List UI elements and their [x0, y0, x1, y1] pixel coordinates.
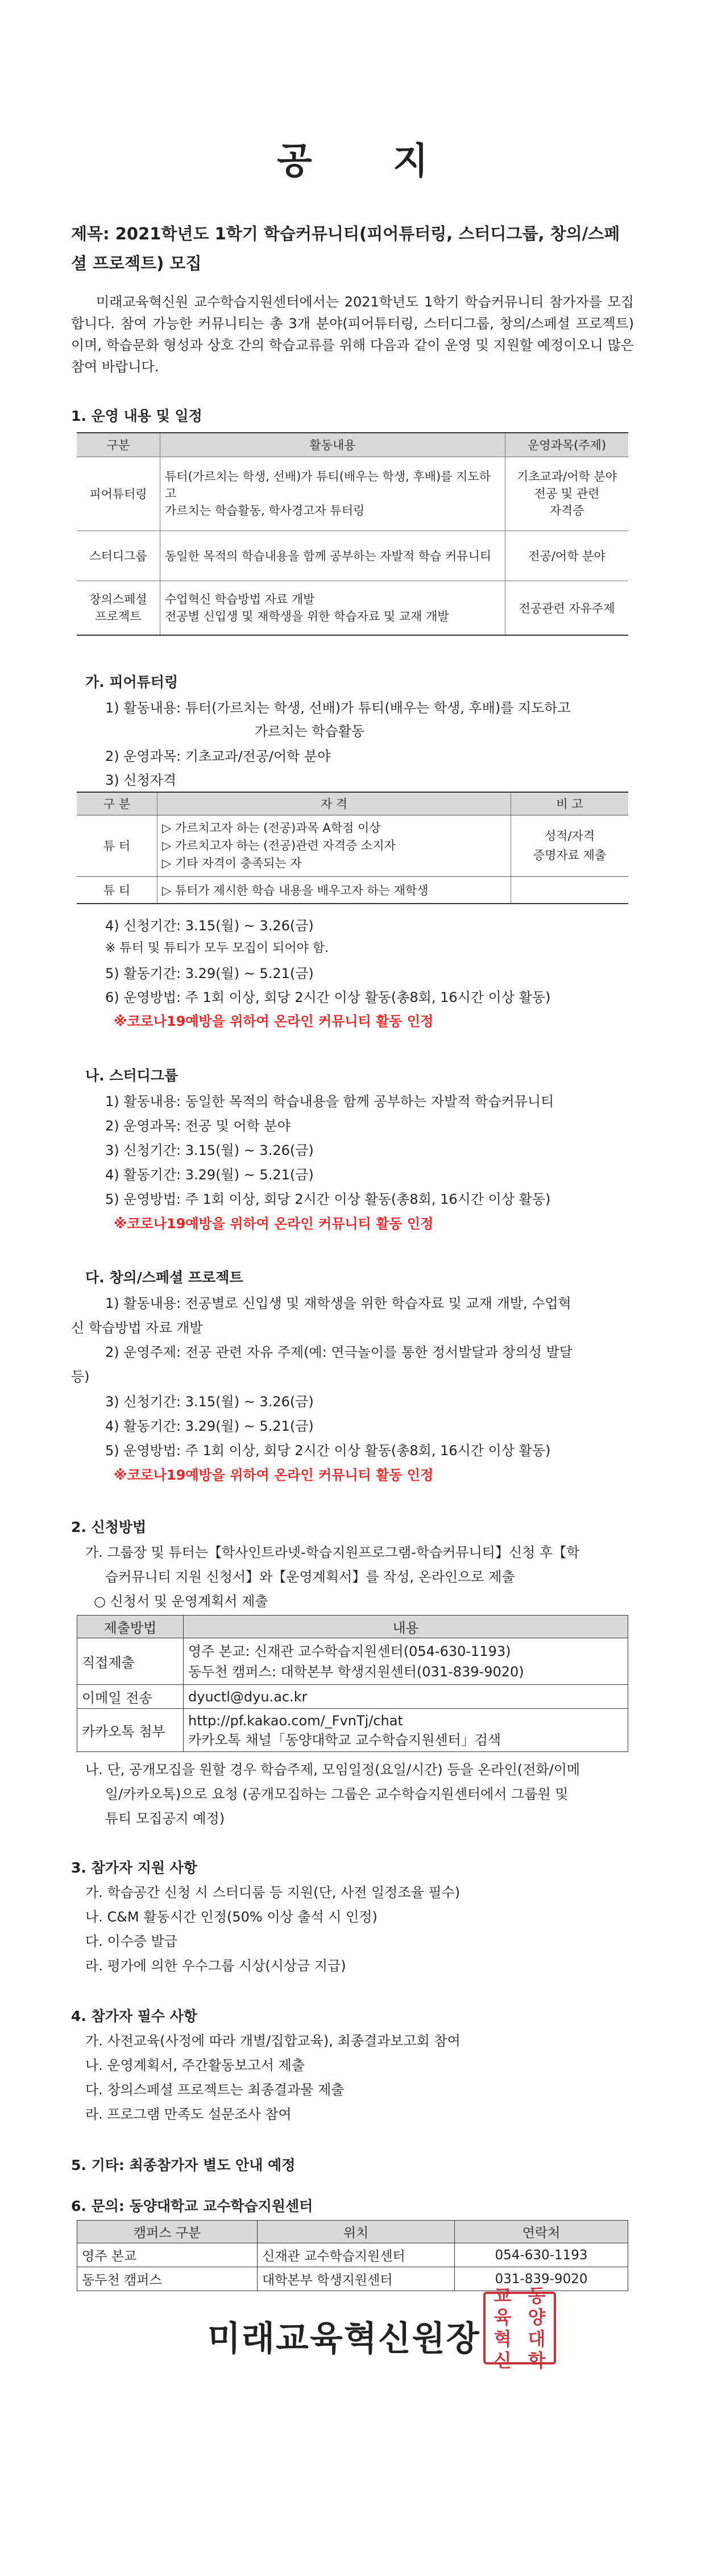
text-line: 4) 활동기간: 3.29(월) ~ 5.21(금): [105, 1418, 314, 1434]
note-line: ※ 튜터 및 튜티가 모두 모집이 되어야 함.: [105, 941, 329, 955]
cell: [511, 876, 629, 904]
cell: 직접제출: [77, 1638, 184, 1685]
cell: 피어튜터링: [77, 457, 160, 531]
cell: [157, 815, 511, 876]
cell: 동일한 목적의 학습내용을 함께 공부하는 자발적 학습 커뮤니티: [160, 531, 505, 581]
section-1-heading: 1. 운영 내용 및 일정: [71, 408, 202, 424]
cell: 영주 본교: [77, 2243, 258, 2267]
email-link[interactable]: dyuctl@dyu.ac.kr: [184, 1685, 628, 1709]
table-row: [77, 876, 628, 904]
cell: 동두천 캠퍼스: [77, 2267, 258, 2291]
list-item: 가. 학습공간 신청 시 스터디룸 등 지원(단, 사전 일정조율 필수): [85, 1885, 461, 1900]
cell: 대학본부 학생지원센터: [258, 2267, 455, 2291]
special-project-heading: 다. 창의/스페셜 프로젝트: [85, 1269, 243, 1286]
table-row: [77, 457, 628, 531]
cell-line: 전공별 신입생 및 재학생을 위한 학습자료 및 교재 개발: [165, 609, 449, 623]
cell: 전공관련 자유주제: [505, 581, 629, 635]
cell: [184, 1638, 628, 1685]
seal-char: 혁: [494, 2328, 512, 2350]
table-row: [77, 1709, 628, 1752]
table-row: [77, 1685, 628, 1709]
col-header: 비 고: [511, 792, 629, 815]
list-item: 다. 창의스페셜 프로젝트는 최종결과물 제출: [85, 2082, 345, 2098]
col-header: 캠퍼스 구분: [77, 2221, 258, 2243]
text-line: 1) 활동내용: 튜터(가르치는 학생, 선배)가 튜티(배우는 학생, 후배)를 지도하고: [105, 700, 571, 716]
section-2-heading: 2. 신청방법: [71, 1519, 147, 1535]
text-line: 등): [71, 1369, 90, 1385]
cell-line: 가르치는 학습활동, 학사경고자 튜터링: [165, 504, 365, 517]
covid-notice: ※코로나19예방을 위하여 온라인 커뮤니티 활동 인정: [114, 1467, 434, 1483]
text-line: 2) 운영과목: 기초교과/전공/어학 분야: [105, 748, 331, 764]
cell-line: 성적/자격: [544, 829, 595, 843]
cell-line: ▷ 가르치고자 하는 (전공)과목 A학점 이상: [162, 821, 381, 835]
text-line: 4) 신청기간: 3.15(월) ~ 3.26(금): [105, 918, 314, 934]
cell-line: 영주 본교: 신재관 교수학습지원센터(054-630-1193): [188, 1643, 511, 1659]
text-line: 1) 활동내용: 동일한 목적의 학습내용을 함께 공부하는 자발적 학습커뮤니티: [105, 1094, 554, 1109]
list-item: 가. 사전교육(사정에 따라 개별/집합교육), 최종결과보고회 참여: [85, 2033, 461, 2049]
text-line: 튜티 모집공지 예정): [105, 1811, 225, 1827]
text-line: 3) 신청기간: 3.15(월) ~ 3.26(금): [105, 1142, 314, 1158]
text-line: 3) 신청기간: 3.15(월) ~ 3.26(금): [105, 1394, 314, 1410]
table-row: [77, 815, 628, 876]
cell: [160, 581, 505, 635]
seal-char: 대: [528, 2328, 546, 2350]
seal-char: 학: [528, 2350, 546, 2371]
col-header: 위치: [258, 2221, 455, 2243]
text-line: 나. 단, 공개모집을 원할 경우 학습주제, 모임일정(요일/시간) 등을 온라인(전화/이메: [85, 1762, 580, 1778]
text-line: 일/카카오톡)으로 요청 (공개모집하는 그룹은 교수학습지원센터에서 그룹원 및: [105, 1786, 569, 1802]
cell: 031-839-9020: [455, 2267, 628, 2291]
official-seal: [483, 2285, 556, 2371]
cell-line: ▷ 기타 자격이 충족되는 자: [162, 856, 302, 870]
cell: 이메일 전송: [77, 1685, 184, 1709]
seal-char: 교: [494, 2285, 512, 2306]
text-line: 5) 운영방법: 주 1회 이상, 회당 2시간 이상 활동(총8회, 16시간 이상 활동): [105, 1443, 551, 1459]
col-header: 구 분: [77, 792, 157, 815]
text-line: 가. 그룹장 및 튜터는【학사인트라넷-학습지원프로그램-학습커뮤니티】신청 후【학: [85, 1544, 580, 1560]
table-row: [77, 1638, 628, 1685]
cell: ▷ 튜터가 제시한 학습 내용을 배우고자 하는 재학생: [157, 876, 511, 904]
col-header: 운영과목(주제): [505, 433, 629, 457]
qualification-table: [77, 792, 628, 904]
cell: 튜 티: [77, 876, 157, 904]
text-line: 5) 운영방법: 주 1회 이상, 회당 2시간 이상 활동(총8회, 16시간 이상 활동): [105, 1191, 551, 1207]
list-item: 라. 프로그램 만족도 설문조사 참여: [85, 2106, 292, 2122]
cell: [511, 815, 629, 876]
section-5-heading: 5. 기타: 최종참가자 별도 안내 예정: [71, 2157, 296, 2173]
col-header: 내용: [184, 1616, 628, 1638]
notice-title: 공 지: [277, 140, 462, 183]
text-line: 신 학습방법 자료 개발: [71, 1320, 203, 1336]
cell-line: 기초교과/어학 분야: [516, 470, 617, 483]
study-group-heading: 나. 스터디그룹: [85, 1067, 179, 1084]
covid-notice: ※코로나19예방을 위하여 온라인 커뮤니티 활동 인정: [114, 1013, 434, 1029]
table-row: [77, 581, 628, 635]
cell-line: ▷ 가르치고자 하는 (전공)관련 자격증 소지자: [162, 838, 396, 852]
seal-char: 육: [494, 2306, 512, 2328]
col-header: 연락처: [455, 2221, 628, 2243]
cell: [160, 457, 505, 531]
cell-line: 동두천 캠퍼스: 대학본부 학생지원센터(031-839-9020): [188, 1663, 524, 1680]
cell-line: 튜터(가르치는 학생, 선배)가 튜티(배우는 학생, 후배)를 지도하고: [165, 470, 491, 500]
submission-table: [77, 1615, 628, 1752]
cell: [505, 457, 629, 531]
text-line: 5) 활동기간: 3.29(월) ~ 5.21(금): [105, 966, 314, 981]
cell-line: 카카오톡 채널「동양대학교 교수학습지원센터」검색: [188, 1732, 501, 1748]
list-item: 나. 운영계획서, 주간활동보고서 제출: [85, 2057, 305, 2073]
col-header: 제출방법: [77, 1616, 184, 1638]
text-line: 4) 활동기간: 3.29(월) ~ 5.21(금): [105, 1167, 314, 1183]
cell: 스터디그룹: [77, 531, 160, 581]
peer-tutoring-heading: 가. 피어튜터링: [85, 674, 179, 690]
cell-line: 창의스페셜: [89, 592, 147, 606]
list-item: 다. 이수증 발급: [85, 1933, 177, 1949]
covid-notice: ※코로나19예방을 위하여 온라인 커뮤니티 활동 인정: [114, 1216, 434, 1232]
seal-char: 양: [528, 2306, 546, 2328]
cell-line: 프로젝트: [95, 609, 142, 623]
cell: 054-630-1193: [455, 2243, 628, 2267]
col-header: 자 격: [157, 792, 511, 815]
notice-subject: 제목: 2021학년도 1학기 학습커뮤니티(피어튜터링, 스터디그룹, 창의/스페셜 프로젝트) 모집: [71, 224, 620, 273]
seal-char: 신: [494, 2350, 512, 2371]
col-header: 구분: [77, 433, 160, 457]
operation-table: [77, 432, 628, 636]
col-header: 활동내용: [160, 433, 505, 457]
text-line: 3) 신청자격: [105, 772, 176, 788]
table-row: [77, 531, 628, 581]
text-line: 6) 운영방법: 주 1회 이상, 회당 2시간 이상 활동(총8회, 16시간 이상 활동): [105, 989, 551, 1005]
text-line: 1) 활동내용: 전공별로 신입생 및 재학생을 위한 학습자료 및 교재 개발, 수업혁: [105, 1295, 571, 1311]
cell: 전공/어학 분야: [505, 531, 629, 581]
section-6-heading: 6. 문의: 동양대학교 교수학습지원센터: [71, 2198, 313, 2214]
contact-table: [77, 2220, 628, 2291]
kakao-link[interactable]: http://pf.kakao.com/_FvnTj/chat: [188, 1712, 403, 1729]
cell-line: 자격증: [549, 504, 584, 517]
list-item: 나. C&M 활동시간 인정(50% 이상 출석 시 인정): [85, 1909, 378, 1925]
cell-line: 전공 및 관련: [534, 487, 600, 500]
cell: 카카오톡 첨부: [77, 1709, 184, 1752]
cell-line: 수업혁신 학습방법 자료 개발: [165, 592, 315, 606]
text-line: 가르치는 학습활동: [255, 723, 365, 739]
text-line: ○ 신청서 및 운영계획서 제출: [94, 1593, 268, 1609]
issuer-signature: 미래교육혁신원장: [208, 2319, 480, 2359]
cell: [184, 1709, 628, 1752]
table-row: [77, 2243, 628, 2267]
text-line: 2) 운영주제: 전공 관련 자유 주제(예: 연극놀이를 통한 정서발달과 창의성 발달: [105, 1344, 573, 1360]
cell: 신재관 교수학습지원센터: [258, 2243, 455, 2267]
cell: [77, 581, 160, 635]
list-item: 라. 평가에 의한 우수그룹 시상(시상금 지급): [85, 1958, 346, 1974]
text-line: 2) 운영과목: 전공 및 어학 분야: [105, 1118, 291, 1134]
cell-line: 증명자료 제출: [533, 848, 607, 862]
cell: 튜 터: [77, 815, 157, 876]
section-4-heading: 4. 참가자 필수 사항: [71, 2008, 198, 2024]
seal-char: 동: [528, 2285, 546, 2306]
text-line: 습커뮤니티 지원 신청서】와【운영계획서】를 작성, 온라인으로 제출: [105, 1569, 515, 1585]
section-3-heading: 3. 참가자 지원 사항: [71, 1859, 198, 1876]
intro-paragraph: 미래교육혁신원 교수학습지원센터에서는 2021학년도 1학기 학습커뮤니티 참가자를 모집합니다. 참여 가능한 커뮤니티는 총 3개 분야(피어튜터링, 스터디그룹, 창의/스페셜 프로젝트)이며, 학습문화 형성과 상호 간의 학습교류를 위해 다음과 같이 운영 및 지원할 예정이오니 많은 참여 바랍니다.: [71, 294, 634, 375]
